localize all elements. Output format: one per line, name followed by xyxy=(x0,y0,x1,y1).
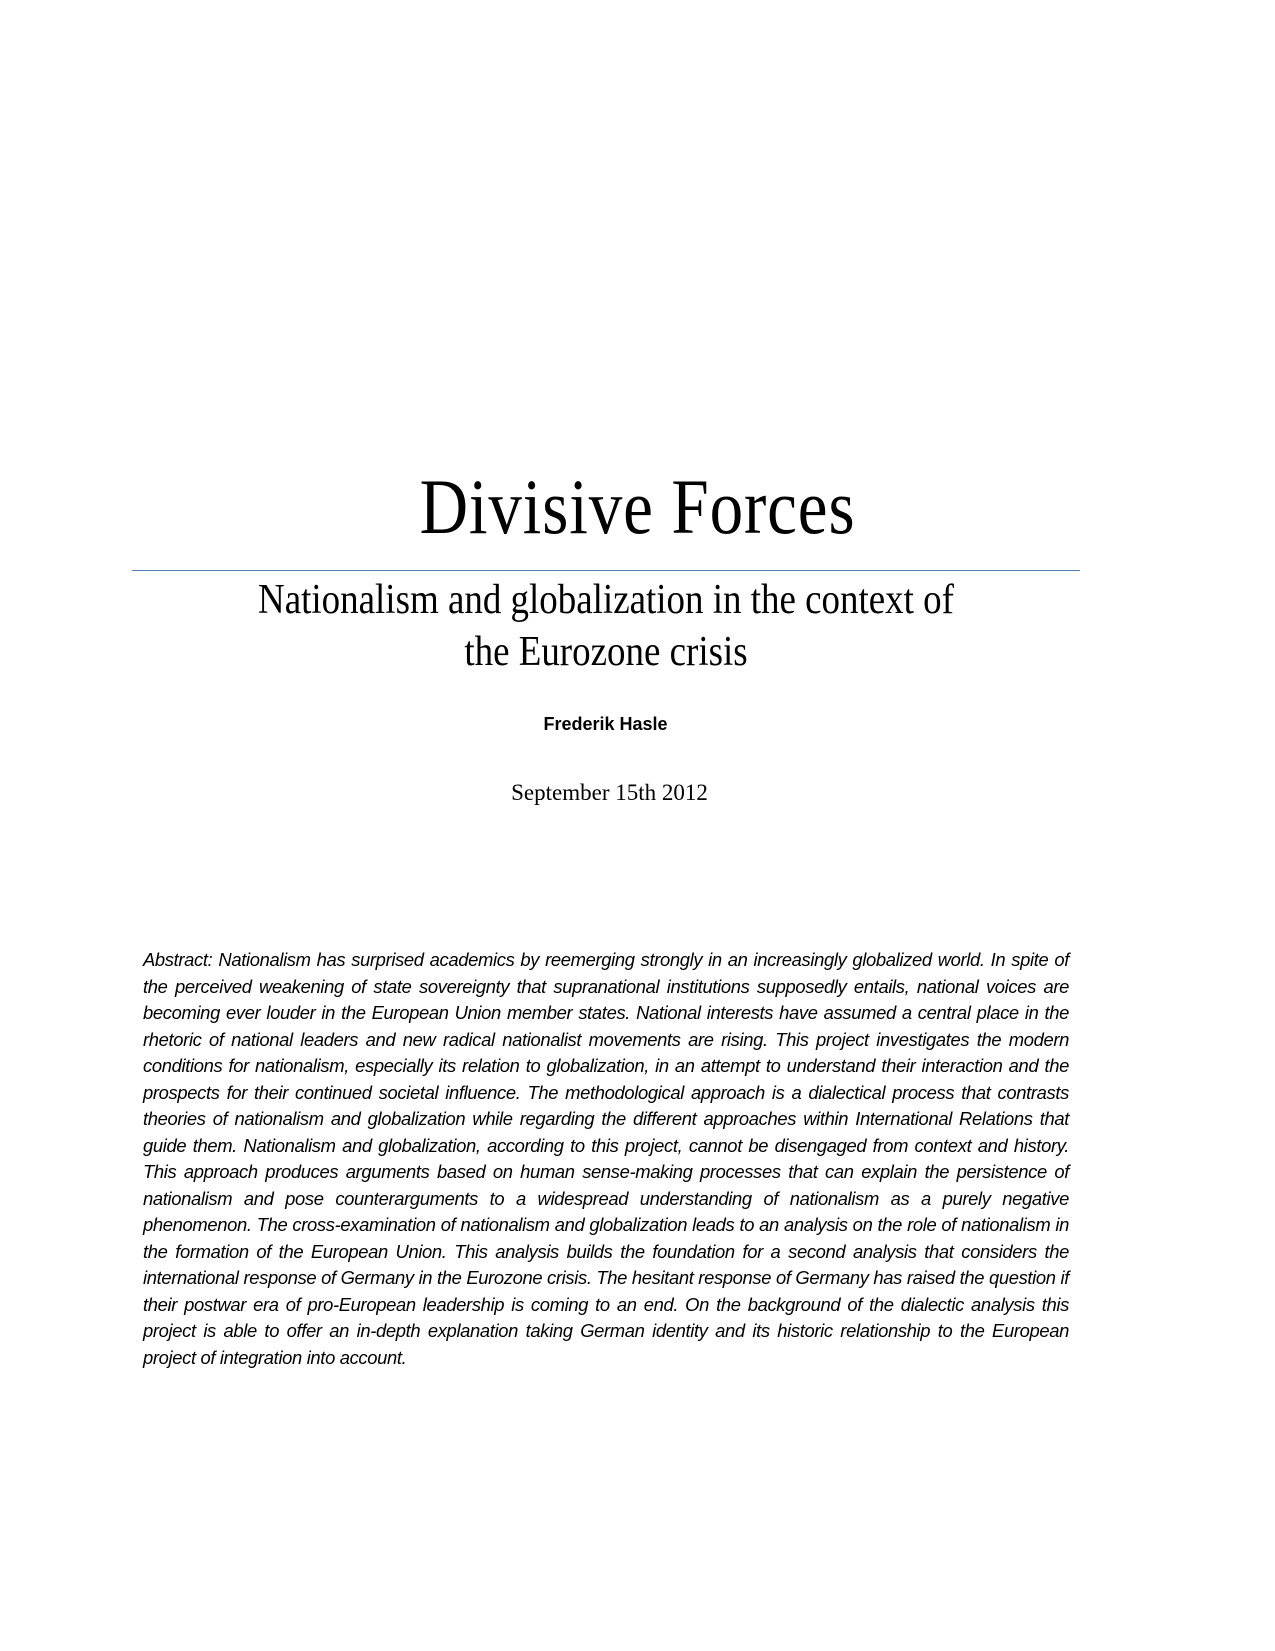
document-date: September 15th 2012 xyxy=(511,780,708,805)
document-title: Divisive Forces xyxy=(419,463,856,550)
title-divider xyxy=(132,570,1080,571)
abstract-paragraph: Abstract: Nationalism has surprised academics by reemerging strongly in an increasingly globalized world. In spite of the perceived weakening of state sovereignty that supranational institutions supposedly entails, national voices are becoming ever louder in the European Union member states. National interests have assumed a central place in the rhetoric of national leaders and new radical nationalist movements are rising. This project investigates the modern conditions for nationalism, especially its relation to globalization, in an attempt to understand their interaction and the prospects for their continued societal influence. The methodological approach is a dialectical process that contrasts theories of nationalism and globalization while regarding the different approaches within International Relations that guide them. Nationalism and globalization, according to this project, cannot be disengaged from context and history. This approach produces arguments based on human sense-making processes that can explain the persistence of nationalism and pose counterarguments to a widespread understanding of nationalism as a purely negative phenomenon. The cross-examination of nationalism and globalization leads to an analysis on the role of nationalism in the formation of the European Union. This analysis builds the foundation for a second analysis that considers the international response of Germany in the Eurozone crisis. The hesitant response of Germany has raised the question if their postwar era of pro-European leadership is coming to an end. On the background of the dialectic analysis this project is able to offer an in-depth explanation taking German identity and its historic relationship to the European project of integration into account. xyxy=(143,949,1069,1368)
subtitle-line-2: the Eurozone crisis xyxy=(464,629,748,675)
subtitle-line-1: Nationalism and globalization in the context of xyxy=(258,577,954,623)
author-name: Frederik Hasle xyxy=(543,714,668,734)
document-subtitle xyxy=(132,574,1080,678)
